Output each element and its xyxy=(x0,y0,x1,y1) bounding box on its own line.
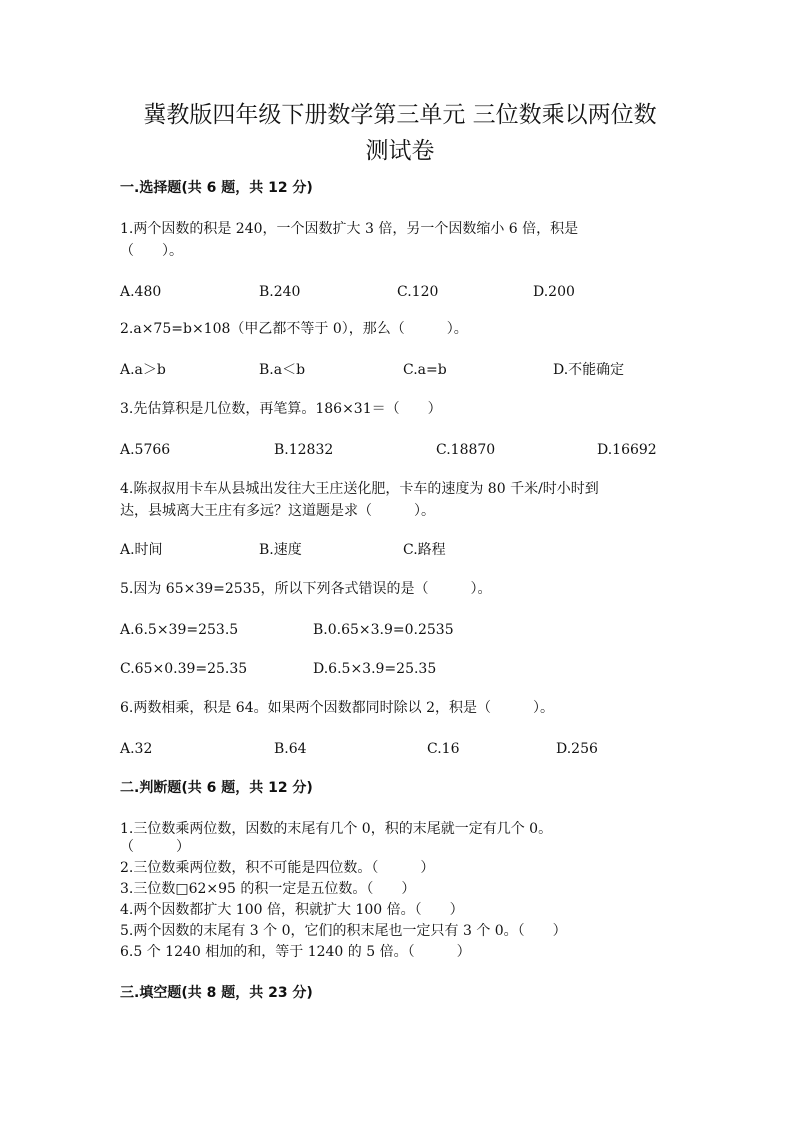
exam-title-line-2: 测试卷 xyxy=(365,138,435,164)
question-1-stem-line-1: 1.两个因数的积是 240，一个因数扩大 3 倍，另一个因数缩小 6 倍，积是 xyxy=(120,221,579,237)
question-5-stem: 5.因为 65×39=2535，所以下列各式错误的是（ ）。 xyxy=(120,581,492,597)
question-1-option-a: A.480 xyxy=(120,284,162,300)
exam-title-line-1: 冀教版四年级下册数学第三单元 三位数乘以两位数 xyxy=(143,102,657,128)
tf-item-4: 4.两个因数都扩大 100 倍，积就扩大 100 倍。（ ） xyxy=(120,902,464,918)
question-3-option-b: B.12832 xyxy=(274,442,334,458)
question-5-option-d: D.6.5×3.9=25.35 xyxy=(313,661,437,677)
question-6-option-b: B.64 xyxy=(274,741,307,757)
question-2-option-c: C.a=b xyxy=(403,362,447,378)
tf-item-6: 6.5 个 1240 相加的和，等于 1240 的 5 倍。（ ） xyxy=(120,944,471,960)
question-4-option-b: B.速度 xyxy=(259,542,302,558)
question-3-option-c: C.18870 xyxy=(436,442,496,458)
question-2-option-b: B.a＜b xyxy=(259,362,306,378)
section-heading-fill-in: 三.填空题(共 8 题，共 23 分) xyxy=(120,985,313,1001)
question-2-stem: 2.a×75=b×108（甲乙都不等于 0），那么（ ）。 xyxy=(120,321,468,337)
question-6-option-d: D.256 xyxy=(556,741,598,757)
question-1-option-d: D.200 xyxy=(533,284,575,300)
question-3-stem: 3.先估算积是几位数，再笔算。186×31＝（ ） xyxy=(120,401,442,417)
tf-item-2: 2.三位数乘两位数，积不可能是四位数。（ ） xyxy=(120,860,435,876)
tf-item-3: 3.三位数□62×95 的积一定是五位数。（ ） xyxy=(120,881,416,897)
question-5-option-b: B.0.65×3.9=0.2535 xyxy=(313,622,454,638)
tf-item-5: 5.两个因数的末尾有 3 个 0，它们的积末尾也一定只有 3 个 0。（ ） xyxy=(120,923,567,939)
question-4-option-c: C.路程 xyxy=(403,542,446,558)
question-6-option-c: C.16 xyxy=(427,741,460,757)
question-5-option-c: C.65×0.39=25.35 xyxy=(120,661,248,677)
question-1-option-c: C.120 xyxy=(397,284,439,300)
question-6-option-a: A.32 xyxy=(120,741,153,757)
section-heading-choice: 一.选择题(共 6 题，共 12 分) xyxy=(120,180,313,196)
tf-item-1: 1.三位数乘两位数，因数的末尾有几个 0，积的末尾就一定有几个 0。 xyxy=(120,821,553,837)
question-2-option-d: D.不能确定 xyxy=(553,362,625,378)
question-5-option-a: A.6.5×39=253.5 xyxy=(120,622,239,638)
question-1-stem-line-2: （ ）。 xyxy=(120,243,183,259)
question-6-stem: 6.两数相乘，积是 64。如果两个因数都同时除以 2，积是（ ）。 xyxy=(120,700,554,716)
section-heading-true-false: 二.判断题(共 6 题，共 12 分) xyxy=(120,780,313,796)
question-3-option-d: D.16692 xyxy=(597,442,657,458)
question-3-option-a: A.5766 xyxy=(120,442,171,458)
question-4-stem-line-2: 达，县城离大王庄有多远？这道题是求（ ）。 xyxy=(120,503,435,519)
question-4-stem-line-1: 4.陈叔叔用卡车从县城出发往大王庄送化肥，卡车的速度为 80 千米/时小时到 xyxy=(120,481,599,497)
question-1-option-b: B.240 xyxy=(259,284,301,300)
question-2-option-a: A.a＞b xyxy=(120,362,166,378)
question-4-option-a: A.时间 xyxy=(120,542,163,558)
tf-item-1-bracket: （ ） xyxy=(120,839,190,855)
